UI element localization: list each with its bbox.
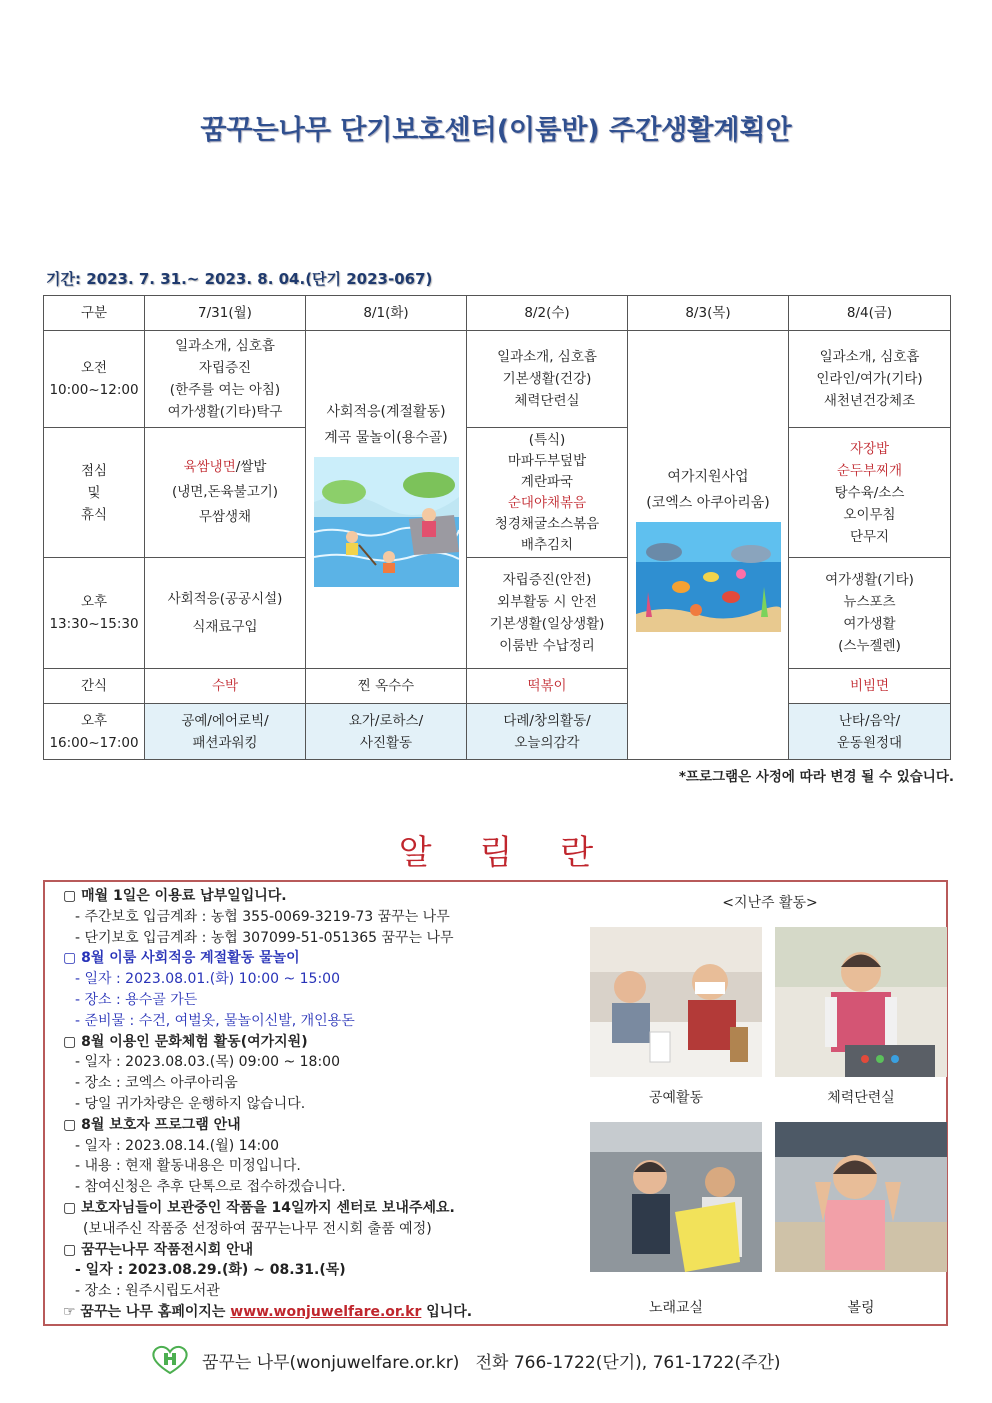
lunch-row: [44, 428, 951, 558]
thu-main-cell: 여가지원사업 (코엑스 아쿠아리움): [628, 331, 789, 760]
pm-row: [44, 558, 951, 669]
photo-caption: 볼링: [847, 1300, 875, 1316]
mon-lunch-cell: 육쌈냉면/쌀밥 (냉면,돈육불고기) 무쌈생채: [145, 428, 306, 558]
photo-caption: 체력단련실: [827, 1090, 895, 1106]
notice-detail: - 장소 : 원주시립도서관: [75, 1283, 220, 1300]
notice-item: ▢ 매월 1일은 이용료 납부일입니다.: [63, 888, 287, 904]
wed-pm-cell: 자립증진(안전) 외부활동 시 안전 기본생활(일상생활) 이룸반 수납정리: [467, 558, 628, 669]
notice-detail: - 일자 : 2023.08.14.(월) 14:00: [75, 1137, 280, 1154]
fri-lunch-cell: 자장밥 순두부찌개 탕수육/소스 오이무침 단무지: [789, 428, 951, 558]
snack-row: [44, 669, 951, 704]
header-cell: 8/3(목): [628, 296, 789, 331]
notice-detail: - 장소 : 코엑스 아쿠아리움: [75, 1075, 238, 1092]
notice-detail: - 일자 : 2023.08.03.(목) 09:00 ~ 18:00: [75, 1054, 340, 1071]
notice-item: ▢ 8월 이룸 사회적응 계절활동 물놀이: [63, 950, 300, 967]
notice-list: [63, 886, 593, 1323]
mon-am-cell: 일과소개, 심호흡 자립증진 (한주를 여는 아침) 여가생활(기타)탁구: [145, 331, 306, 428]
row-label-late: 오후 16:00~17:00: [44, 704, 145, 760]
photo-caption: 노래교실: [648, 1300, 704, 1316]
footer: [150, 1345, 781, 1375]
notice-detail: - 일자 : 2023.08.01.(화) 10:00 ~ 15:00: [75, 971, 340, 988]
mon-snack-cell: 수박: [145, 669, 306, 704]
notice-box: [43, 880, 948, 1326]
notice-heading: 알림란: [398, 833, 642, 873]
notice-detail: - 장소 : 용수골 가든: [75, 991, 198, 1008]
am-row: [44, 331, 951, 428]
notice-detail: - 단기보호 입금계좌 : 농협 307099-51-051365 꿈꾸는 나무: [75, 929, 454, 946]
fri-am-cell: 일과소개, 심호흡 인라인/여가(기타) 새천년건강체조: [789, 331, 951, 428]
photo-bowling: [775, 1122, 947, 1272]
mon-pm-cell: 사회적응(공공시설) 식재료구입: [145, 558, 306, 669]
wed-lunch-cell: (특식) 마파두부덮밥 계란파국 순대야채볶음 청경채굴소스볶음 배추김치: [467, 428, 628, 558]
row-label-pm: 오후 13:30~15:30: [44, 558, 145, 669]
header-cell: 8/2(수): [467, 296, 628, 331]
footer-contact: 꿈꾸는 나무(wonjuwelfare.or.kr) 전화 766-1722(단기), 761-1722(주간): [202, 1352, 781, 1373]
header-cell: 8/4(금): [789, 296, 951, 331]
late-row: [44, 704, 951, 760]
fri-pm-cell: 여가생활(기타) 뉴스포츠 여가생활 (스누젤렌): [789, 558, 951, 669]
photo-craft: [590, 927, 762, 1077]
heart-logo-icon: [150, 1345, 190, 1375]
fri-late-cell: 난타/음악/ 운동원정대: [789, 704, 951, 760]
row-label-snack: 간식: [44, 669, 145, 704]
wed-late-cell: 다례/창의활동/ 오늘의감각: [467, 704, 628, 760]
weekly-schedule-table: [43, 295, 951, 760]
header-cell: 8/1(화): [306, 296, 467, 331]
notice-detail: - 일자 : 2023.08.29.(화) ~ 08.31.(목): [75, 1262, 346, 1279]
photo-fitness: [775, 927, 947, 1077]
page-title: 꿈꾸는나무 단기보호센터(이룸반) 주간생활계획안: [200, 115, 792, 146]
header-cell: 구분: [44, 296, 145, 331]
tue-main-cell: 사회적응(계절활동) 계곡 물놀이(용수골): [306, 331, 467, 669]
row-label-am: 오전 10:00~12:00: [44, 331, 145, 428]
header-row: [44, 296, 951, 331]
homepage-line: ☞ 꿈꾸는 나무 홈페이지는 www.wonjuwelfare.or.kr 입니다.: [63, 1303, 473, 1320]
last-week-photos: [590, 882, 950, 1322]
photo-singing: [590, 1122, 762, 1272]
notice-detail: - 준비물 : 수건, 여벌옷, 물놀이신발, 개인용돈: [75, 1012, 355, 1029]
notice-detail: - 참여신청은 추후 단톡으로 접수하겠습니다.: [75, 1179, 346, 1196]
notice-item: ▢ 꿈꾸는나무 작품전시회 안내: [63, 1241, 254, 1258]
photos-title: <지난주 활동>: [722, 895, 818, 911]
period-label: 기간: 2023. 7. 31.~ 2023. 8. 04.(단기 2023-067): [46, 270, 433, 288]
photo-caption: 공예활동: [648, 1090, 704, 1106]
tue-snack-cell: 찐 옥수수: [306, 669, 467, 704]
notice-item: ▢ 8월 이용인 문화체험 활동(여가지원): [63, 1033, 308, 1050]
notice-detail: (보내주신 작품중 선정하여 꿈꾸는나무 전시회 출품 예정): [83, 1220, 432, 1237]
mon-late-cell: 공예/에어로빅/ 패션과워킹: [145, 704, 306, 760]
wed-snack-cell: 떡볶이: [467, 669, 628, 704]
notice-detail: - 내용 : 현재 활동내용은 미정입니다.: [75, 1158, 301, 1175]
aquarium-illustration: [636, 522, 781, 632]
notice-item: ▢ 보호자님들이 보관중인 작품을 14일까지 센터로 보내주세요.: [63, 1199, 455, 1216]
notice-detail: - 주간보호 입금계좌 : 농협 355-0069-3219-73 꿈꾸는 나무: [75, 908, 450, 925]
notice-item: ▢ 8월 보호자 프로그램 안내: [63, 1116, 241, 1133]
notice-detail: - 당일 귀가차량은 운행하지 않습니다.: [75, 1095, 306, 1112]
fri-snack-cell: 비빔면: [789, 669, 951, 704]
tue-late-cell: 요가/로하스/ 사진활동: [306, 704, 467, 760]
water-play-illustration: [314, 457, 459, 587]
row-label-lunch: 점심 및 휴식: [44, 428, 145, 558]
change-note: *프로그램은 사정에 따라 변경 될 수 있습니다.: [678, 769, 954, 785]
header-cell: 7/31(월): [145, 296, 306, 331]
wed-am-cell: 일과소개, 심호흡 기본생활(건강) 체력단련실: [467, 331, 628, 428]
homepage-link[interactable]: www.wonjuwelfare.or.kr: [230, 1303, 422, 1320]
